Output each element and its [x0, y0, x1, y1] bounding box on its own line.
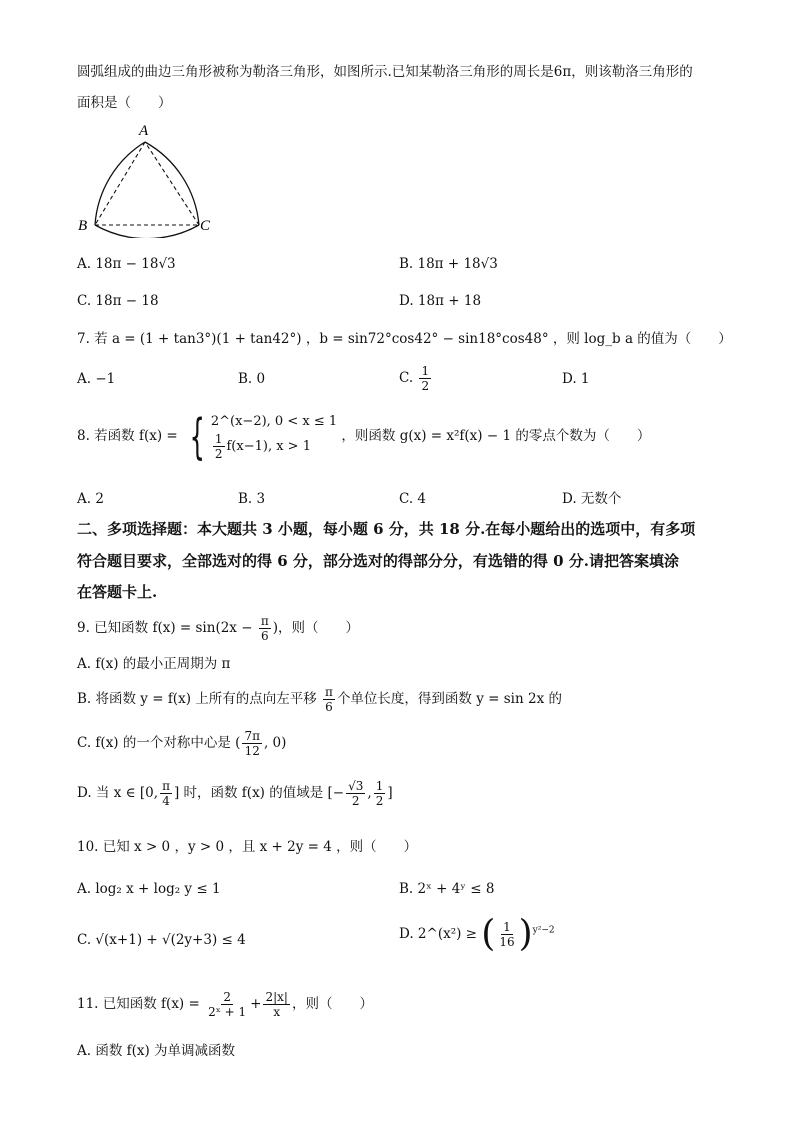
fraction-numerator: 1 [375, 779, 384, 793]
q9-option-d-suffix: ] [387, 785, 393, 801]
fraction-denominator: 4 [162, 794, 170, 808]
fraction-denominator: 2ˣ + 1 [208, 1005, 247, 1019]
vertex-label-b: B [78, 218, 88, 234]
q7-option-d: D. 1 [562, 371, 590, 387]
q8-case-2 [211, 432, 337, 461]
fraction-denominator: 2 [214, 447, 223, 461]
q8-option-c: C. 4 [399, 491, 427, 507]
q8-option-a: A. 2 [77, 491, 104, 507]
q9-option-c-suffix: , 0) [263, 735, 287, 751]
paren-left: ( [481, 913, 496, 955]
q11-fraction-2 [263, 990, 290, 1019]
q9-stem-prefix: 9. 已知函数 f(x) = sin(2x − [77, 620, 253, 636]
q10-option-d-exponent: y²−2 [532, 925, 555, 936]
q7-stem: 7. 若 a = (1 + tan3°)(1 + tan42°) ，b = sin72°cos42° − sin18°cos48° ，则 log_b a 的值为（ ） [77, 331, 732, 347]
q9-option-d-prefix: D. 当 x ∈ [0, [77, 785, 159, 801]
q9-option-c-prefix: C. f(x) 的一个对称中心是 ( [77, 735, 241, 751]
q9-stem [77, 614, 359, 643]
q9-option-d-fraction-3 [374, 779, 386, 808]
q7-option-c-fraction [419, 364, 431, 393]
q10-option-d [399, 913, 555, 955]
q10-option-d-fraction [497, 920, 516, 949]
q9-option-b-prefix: B. 将函数 y = f(x) 上所有的点向左平移 [77, 691, 317, 707]
q6-option-a: A. 18π − 18√3 [77, 256, 176, 272]
q8-case-2-fraction [213, 432, 225, 461]
q8-stem [77, 408, 651, 465]
fraction-denominator: 2 [375, 794, 384, 808]
fraction-numerator: π [162, 779, 170, 793]
q8-case-1: 2^(x−2), 0 < x ≤ 1 [210, 414, 338, 429]
vertex-label-a: A [139, 123, 149, 139]
q9-option-b [77, 685, 562, 714]
fraction-denominator: 6 [325, 700, 333, 714]
q9-option-c [77, 729, 286, 758]
section2-line1: 二、多项选择题：本大题共 3 小题，每小题 6 分，共 18 分.在每小题给出的选项中，有多项 [77, 520, 696, 538]
q9-option-d: D. 当 x ∈ [0, $\frac{\pi}{4}$ ] 时，函数 f(x) 的值域是 [− $\frac{√3}{2}$ , $\frac{1}{2}$ ] [77, 779, 393, 808]
q8-stem-suffix: ，则函数 g(x) = x²f(x) − 1 的零点个数为（ ） [341, 428, 651, 444]
q7-option-b: B. 0 [238, 371, 266, 387]
q9-option-c-fraction [242, 729, 262, 758]
fraction-numerator: 2|x| [265, 990, 288, 1004]
q9-option-a: A. f(x) 的最小正周期为 π [77, 656, 231, 672]
fraction-numerator: π [325, 685, 333, 699]
q10-option-c: C. √(x+1) + √(2y+3) ≤ 4 [77, 932, 246, 948]
q9-stem-suffix: )，则（ ） [272, 620, 359, 636]
fraction-denominator: 12 [244, 744, 260, 758]
q10-option-b: B. 2ˣ + 4ʸ ≤ 8 [399, 881, 495, 897]
q7-option-c [399, 364, 433, 393]
piecewise-brace: { [189, 408, 205, 465]
q6-stem-line2: 面积是（ ） [77, 95, 172, 111]
fraction-denominator: 6 [260, 629, 269, 643]
fraction-numerator: 1 [503, 920, 511, 934]
q6-option-b: B. 18π + 18√3 [399, 256, 498, 272]
q9-stem-fraction [259, 614, 271, 643]
q11-fraction-1 [206, 990, 248, 1019]
section2-line3: 在答题卡上. [77, 583, 158, 601]
fraction-denominator: x [273, 1005, 281, 1019]
q6-option-d: D. 18π + 18 [399, 293, 482, 309]
q11-stem-prefix: 11. 已知函数 f(x) = [77, 996, 200, 1012]
fraction-numerator: √3 [348, 779, 364, 793]
q9-option-b-suffix: 个单位长度，得到函数 y = sin 2x 的 [336, 691, 562, 707]
vertex-label-c: C [200, 218, 211, 234]
q9-option-d-mid: ] 时，函数 f(x) 的值域是 [− [173, 785, 345, 801]
q10-option-d-prefix: D. 2^(x²) ≥ [399, 926, 477, 942]
fraction-numerator: 2 [223, 990, 231, 1004]
q10-stem: 10. 已知 x > 0 ，y > 0 ，且 x + 2y = 4 ，则（ ） [77, 839, 418, 855]
fraction-numerator: 1 [214, 432, 223, 446]
q8-piecewise-cases [211, 412, 337, 461]
q11-stem: 11. 已知函数 f(x) = $\frac{2}{\text{2ˣ + 1}}$ + $\frac{2|x|}{x}$ ，则（ ） [77, 990, 373, 1019]
q8-option-b: B. 3 [238, 491, 266, 507]
fraction-denominator: 2 [351, 794, 360, 808]
q8-case-2-tail: f(x−1), x > 1 [226, 439, 311, 454]
reuleaux-triangle-figure [76, 118, 226, 238]
q9-option-d-fraction-1 [160, 779, 172, 808]
q8-option-d: D. 无数个 [562, 491, 622, 507]
q10-option-a: A. log₂ x + log₂ y ≤ 1 [77, 881, 221, 897]
fraction-numerator: 1 [421, 364, 430, 378]
fraction-denominator: 16 [499, 935, 515, 949]
section2-line2: 符合题目要求，全部选对的得 6 分，部分选对的得部分分，有选错的得 0 分.请把答案填涂 [77, 552, 679, 570]
q11-option-a: A. 函数 f(x) 为单调减函数 [77, 1043, 236, 1059]
q9-option-d-fraction-2 [346, 779, 365, 808]
fraction-numerator: π [260, 614, 269, 628]
fraction-numerator: 7π [244, 729, 260, 743]
q8-stem-prefix: 8. 若函数 f(x) = [77, 428, 178, 444]
q7-option-c-label: C. [399, 370, 414, 386]
q11-stem-suffix: ，则（ ） [291, 996, 373, 1012]
fraction-denominator: 2 [421, 379, 430, 393]
paren-right: ) [518, 913, 533, 955]
q6-stem-line1: 圆弧组成的曲边三角形被称为勒洛三角形，如图所示.已知某勒洛三角形的周长是6π，则该勒洛三角形的 [77, 64, 693, 80]
q9-option-b-fraction [323, 685, 335, 714]
q7-option-a: A. −1 [77, 371, 116, 387]
q6-option-c: C. 18π − 18 [77, 293, 159, 309]
